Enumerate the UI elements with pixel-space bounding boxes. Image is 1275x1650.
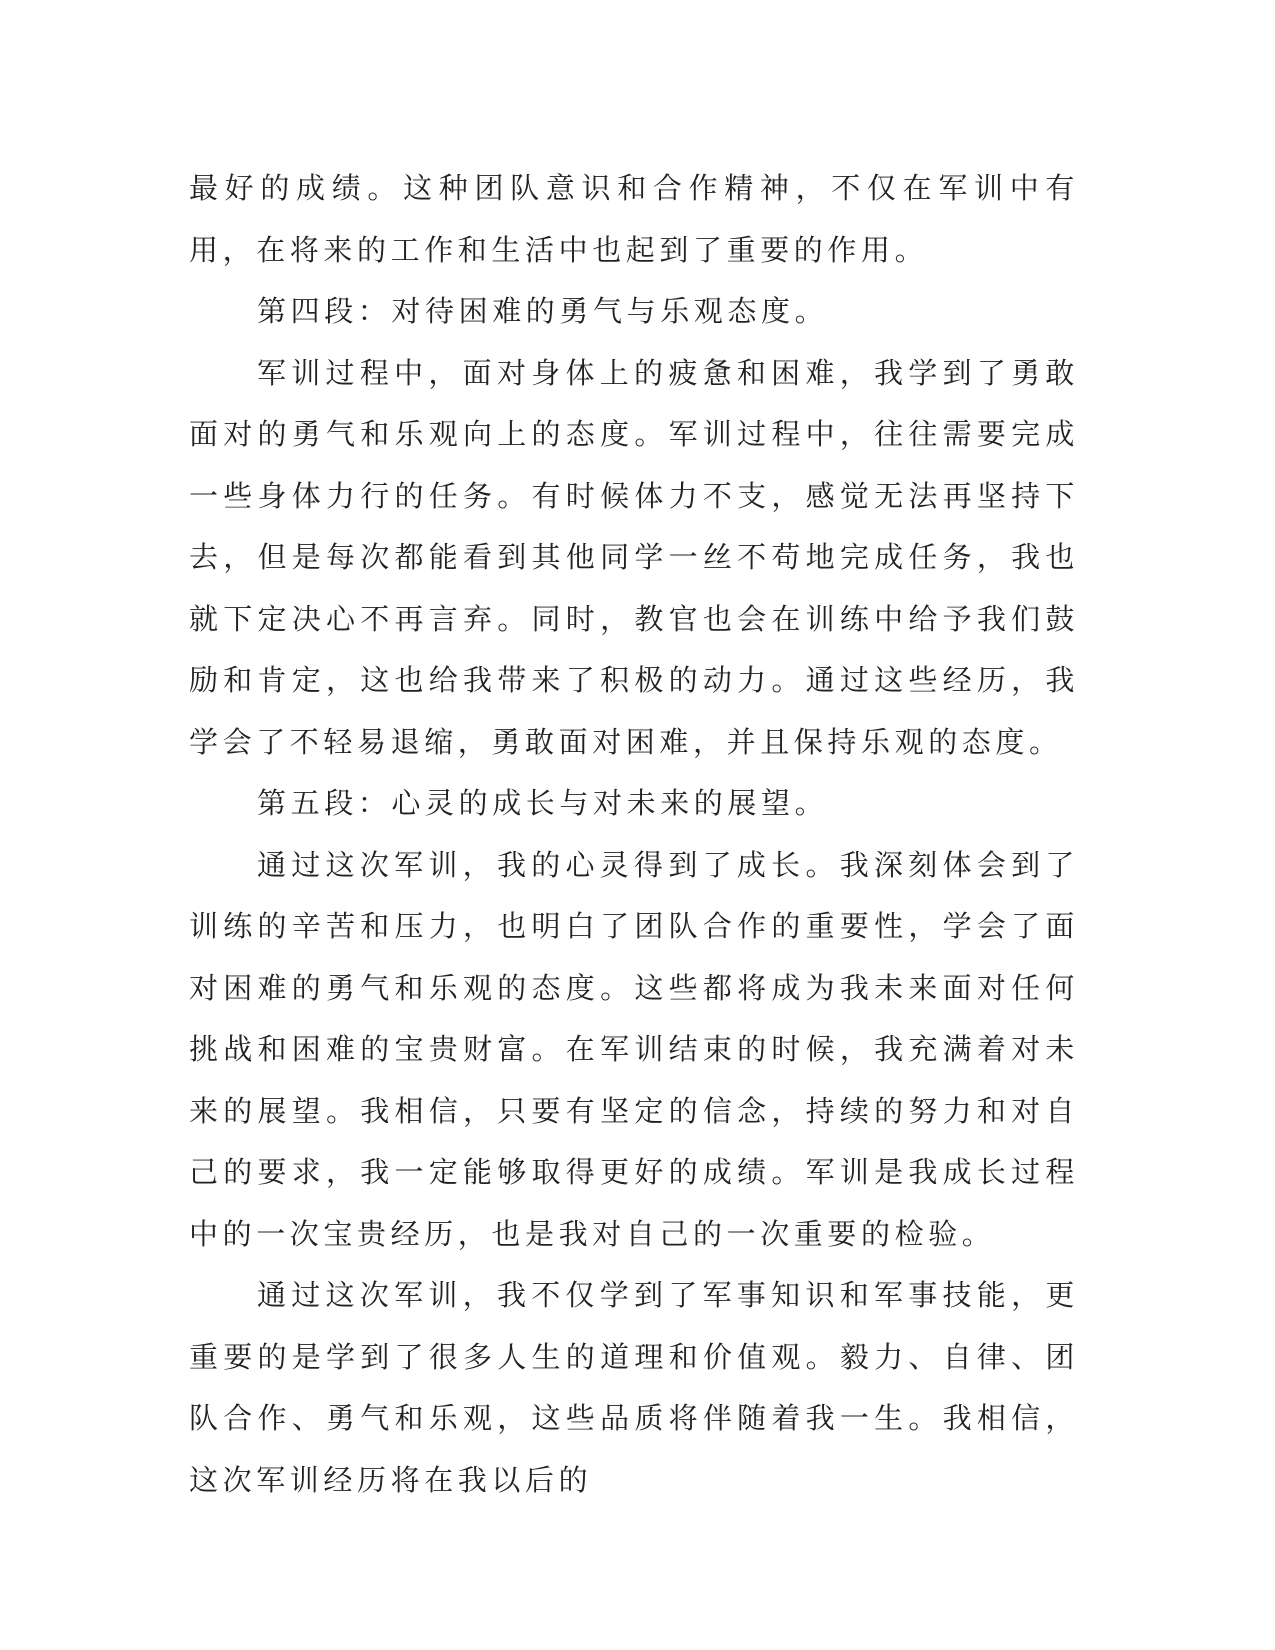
paragraph-conclusion: 通过这次军训，我不仅学到了军事知识和军事技能，更重要的是学到了很多人生的道理和价值观。毅力、自律、团队合作、勇气和乐观，这些品质将伴随着我一生。我相信，这次军训经历将在我以后的 bbox=[189, 1278, 1079, 1497]
section-heading-five: 第五段：心灵的成长与对未来的展望。 bbox=[257, 786, 829, 820]
section-heading-four: 第四段：对待困难的勇气与乐观态度。 bbox=[257, 294, 829, 328]
paragraph-courage: 军训过程中，面对身体上的疲惫和困难，我学到了勇敢面对的勇气和乐观向上的态度。军训过程中，往往需要完成一些身体力行的任务。有时候体力不支，感觉无法再坚持下去，但是每次都能看到其他同学一丝不苟地完成任务，我也就下定决心不再言弃。同时，教官也会在训练中给予我们鼓励和肯定，这也给我带来了积极的动力。通过这些经历，我学会了不轻易退缩，勇敢面对困难，并且保持乐观的态度。 bbox=[189, 355, 1079, 759]
body-text bbox=[189, 158, 1079, 1511]
paragraph-growth: 通过这次军训，我的心灵得到了成长。我深刻体会到了训练的辛苦和压力，也明白了团队合作的重要性，学会了面对困难的勇气和乐观的态度。这些都将成为我未来面对任何挑战和困难的宝贵财富。在军训结束的时候，我充满着对未来的展望。我相信，只要有坚定的信念，持续的努力和对自己的要求，我一定能够取得更好的成绩。军训是我成长过程中的一次宝贵经历，也是我对自己的一次重要的检验。 bbox=[189, 847, 1079, 1251]
paragraph-teamwork-ending: 最好的成绩。这种团队意识和合作精神，不仅在军训中有用，在将来的工作和生活中也起到了重要的作用。 bbox=[189, 171, 1079, 267]
